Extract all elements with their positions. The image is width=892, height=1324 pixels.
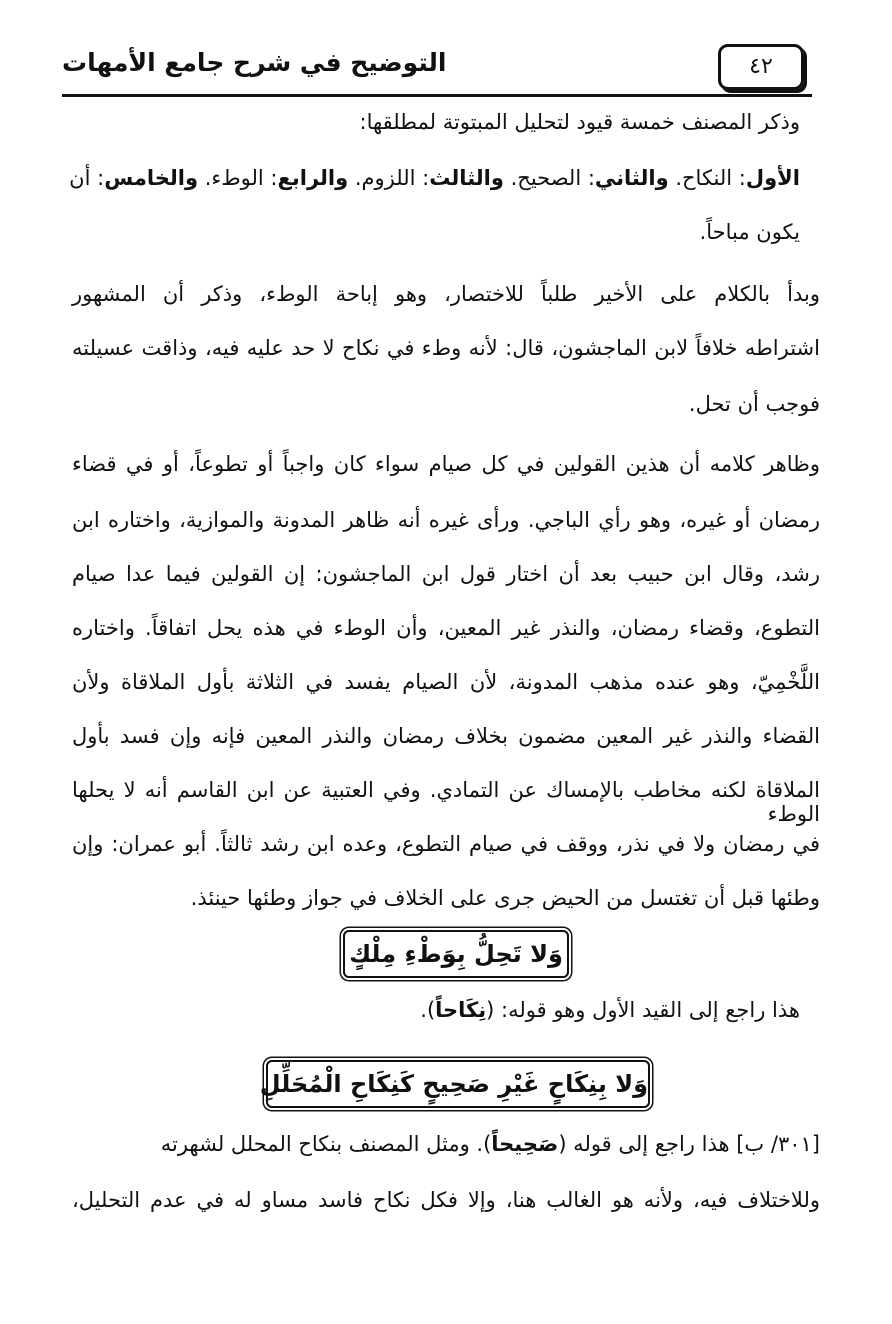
text-line: الملاقاة لكنه مخاطب بالإمساك عن التمادي. وفي العتبية عن ابن القاسم أنه لا يحلها الوطء: [72, 778, 820, 826]
text-segment: : النكاح.: [668, 166, 746, 190]
text-segment: : أن: [69, 166, 105, 190]
text-segment: ). ومثل المصنف بنكاح المحلل لشهرته: [160, 1132, 492, 1156]
text-line: [72, 1132, 820, 1156]
text-line: وطئها قبل أن تغتسل من الحيض جرى على الخلاف في جواز وطئها حينئذ.: [190, 886, 820, 910]
text-segment: ).: [420, 998, 436, 1022]
text-line: وبدأ بالكلام على الأخير طلباً للاختصار، وهو إباحة الوطء، وذكر أن المشهور: [72, 282, 820, 306]
text-line: رشد، وقال ابن حبيب بعد أن اختار قول ابن الماجشون: إن القولين فيما عدا صيام: [72, 562, 820, 586]
quoted-term: صَحِيحاً: [491, 1132, 559, 1156]
label-first: الأول: [745, 166, 800, 190]
matn-quote: وَلا تَحِلُّ بِوَطْءِ مِلْكٍ: [343, 930, 569, 978]
text-line: اشتراطه خلافاً لابن الماجشون، قال: لأنه وطء في نكاح لا حد عليه فيه، وذاقت عسيلته: [72, 336, 820, 360]
text-line: رمضان أو غيره، وهو رأي الباجي. ورأى غيره أنه ظاهر المدونة والموازية، واختاره ابن: [72, 508, 820, 532]
text-segment: هذا راجع إلى القيد الأول وهو قوله: (: [486, 998, 800, 1022]
text-line: التطوع، وقضاء رمضان، والنذر غير المعين، وأن الوطء في هذه يحل اتفاقاً. واختاره: [72, 616, 820, 640]
text-line: في رمضان ولا في نذر، ووقف في صيام التطوع، وعده ابن رشد ثالثاً. أبو عمران: وإن: [72, 832, 820, 856]
text-line: وذكر المصنف خمسة قيود لتحليل المبتوتة لمطلقها:: [359, 110, 800, 134]
text-segment: : اللزوم.: [348, 166, 430, 190]
text-segment: : الصحيح.: [503, 166, 595, 190]
text-line: القضاء والنذر غير المعين مضمون بخلاف رمضان والنذر المعين فإنه وإن فسد بأول: [72, 724, 820, 748]
text-segment: : الوطء.: [198, 166, 278, 190]
text-segment: هذا راجع إلى قوله (: [558, 1132, 737, 1156]
quoted-term: نِكَاحاً: [435, 998, 487, 1022]
label-second: والثاني: [594, 166, 669, 190]
running-title: التوضيح في شرح جامع الأمهات: [62, 48, 447, 77]
page-number: ٤٢: [718, 44, 804, 90]
commentary-line: [420, 998, 800, 1022]
text-line: وللاختلاف فيه، ولأنه هو الغالب هنا، وإلا فكل نكاح فاسد مساو له في عدم التحليل،: [72, 1188, 820, 1212]
page-header: [62, 40, 812, 92]
text-line: وظاهر كلامه أن هذين القولين في كل صيام سواء كان واجباً أو تطوعاً، أو في قضاء: [72, 452, 820, 476]
matn-quote: وَلا بِنِكَاحٍ غَيْرِ صَحِيحٍ كَنِكَاحِ الْمُحَلِّلِ: [266, 1060, 650, 1108]
text-line: يكون مباحاً.: [699, 220, 800, 244]
text-line: فوجب أن تحل.: [688, 392, 820, 416]
folio-reference: [٣٠١/ ب]: [736, 1132, 820, 1156]
label-fifth: والخامس: [104, 166, 199, 190]
label-fourth: والرابع: [277, 166, 349, 190]
text-line: اللَّخْمِيّ، وهو عنده مذهب المدونة، لأن الصيام يفسد في الثلاثة بأول الملاقاة ولأن: [72, 670, 820, 694]
label-third: والثالث: [429, 166, 504, 190]
text-line: [69, 166, 800, 190]
header-divider: [62, 94, 812, 97]
